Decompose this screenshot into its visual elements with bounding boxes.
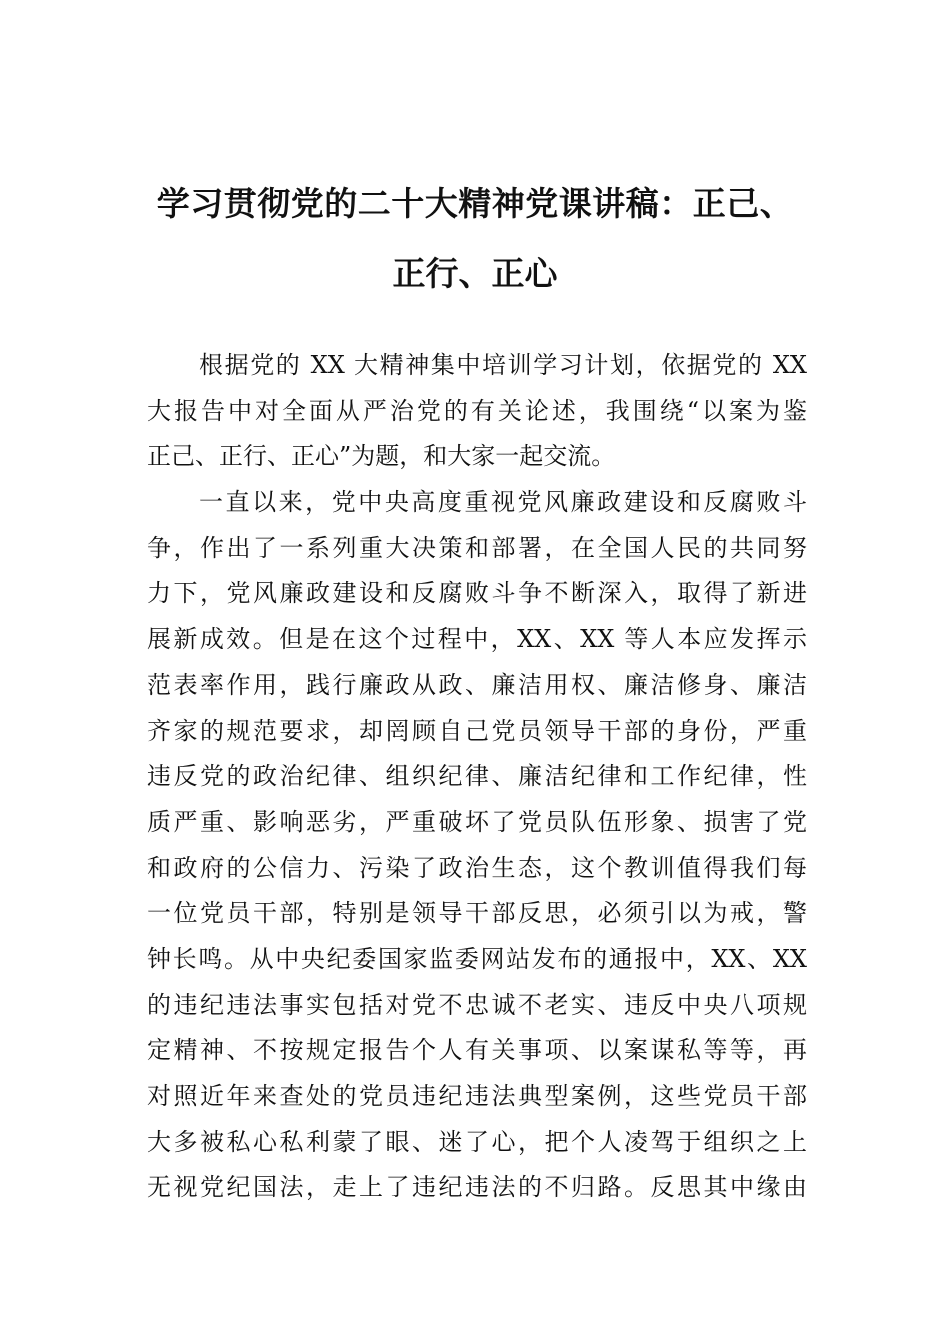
paragraph-line: 争，作出了一系列重大决策和部署，在全国人民的共同努 [147,533,807,562]
paragraph-line: 根据党的 XX 大精神集中培训学习计划，依据党的 XX [199,351,807,379]
paragraph-line: 质严重、影响恶劣，严重破坏了党员队伍形象、损害了党 [147,807,807,836]
paragraph-line: 钟长鸣。从中央纪委国家监委网站发布的通报中，XX、XX [147,944,807,973]
paragraph-2 [147,480,807,1211]
paragraph-line: 范表率作用，践行廉政从政、廉洁用权、廉洁修身、廉洁 [147,670,807,699]
paragraph-line: 展新成效。但是在这个过程中，XX、XX 等人本应发挥示 [147,625,807,654]
paragraph-line: 违反党的政治纪律、组织纪律、廉洁纪律和工作纪律，性 [147,762,807,791]
paragraph-line: 定精神、不按规定报告个人有关事项、以案谋私等等，再 [147,1036,807,1065]
paragraph-line: 大多被私心私利蒙了眼、迷了心，把个人凌驾于组织之上 [147,1127,807,1156]
paragraph-line: 和政府的公信力、污染了政治生态，这个教训值得我们每 [147,853,807,882]
paragraph-line: 正己、正行、正心”为题，和大家一起交流。 [147,442,616,471]
paragraph-line: 一位党员干部，特别是领导干部反思，必须引以为戒，警 [147,899,807,928]
document-title-line-1: 学习贯彻党的二十大精神党课讲稿：正己、 [156,184,794,223]
paragraph-line: 力下，党风廉政建设和反腐败斗争不断深入，取得了新进 [147,579,807,608]
paragraph-line: 齐家的规范要求，却罔顾自己党员领导干部的身份，严重 [147,716,807,745]
paragraph-line: 的违纪违法事实包括对党不忠诚不老实、违反中央八项规 [147,990,807,1019]
paragraph-line: 无视党纪国法，走上了违纪违法的不归路。反思其中缘由 [147,1173,807,1202]
paragraph-line: 大报告中对全面从严治党的有关论述，我围绕“以案为鉴 [147,396,807,425]
document-body [147,343,807,1211]
document-title-line-2: 正行、正心 [392,254,558,293]
paragraph-line: 对照近年来查处的党员违纪违法典型案例，这些党员干部 [147,1082,807,1110]
paragraph-1 [147,343,807,480]
paragraph-line: 一直以来，党中央高度重视党风廉政建设和反腐败斗 [199,488,807,517]
